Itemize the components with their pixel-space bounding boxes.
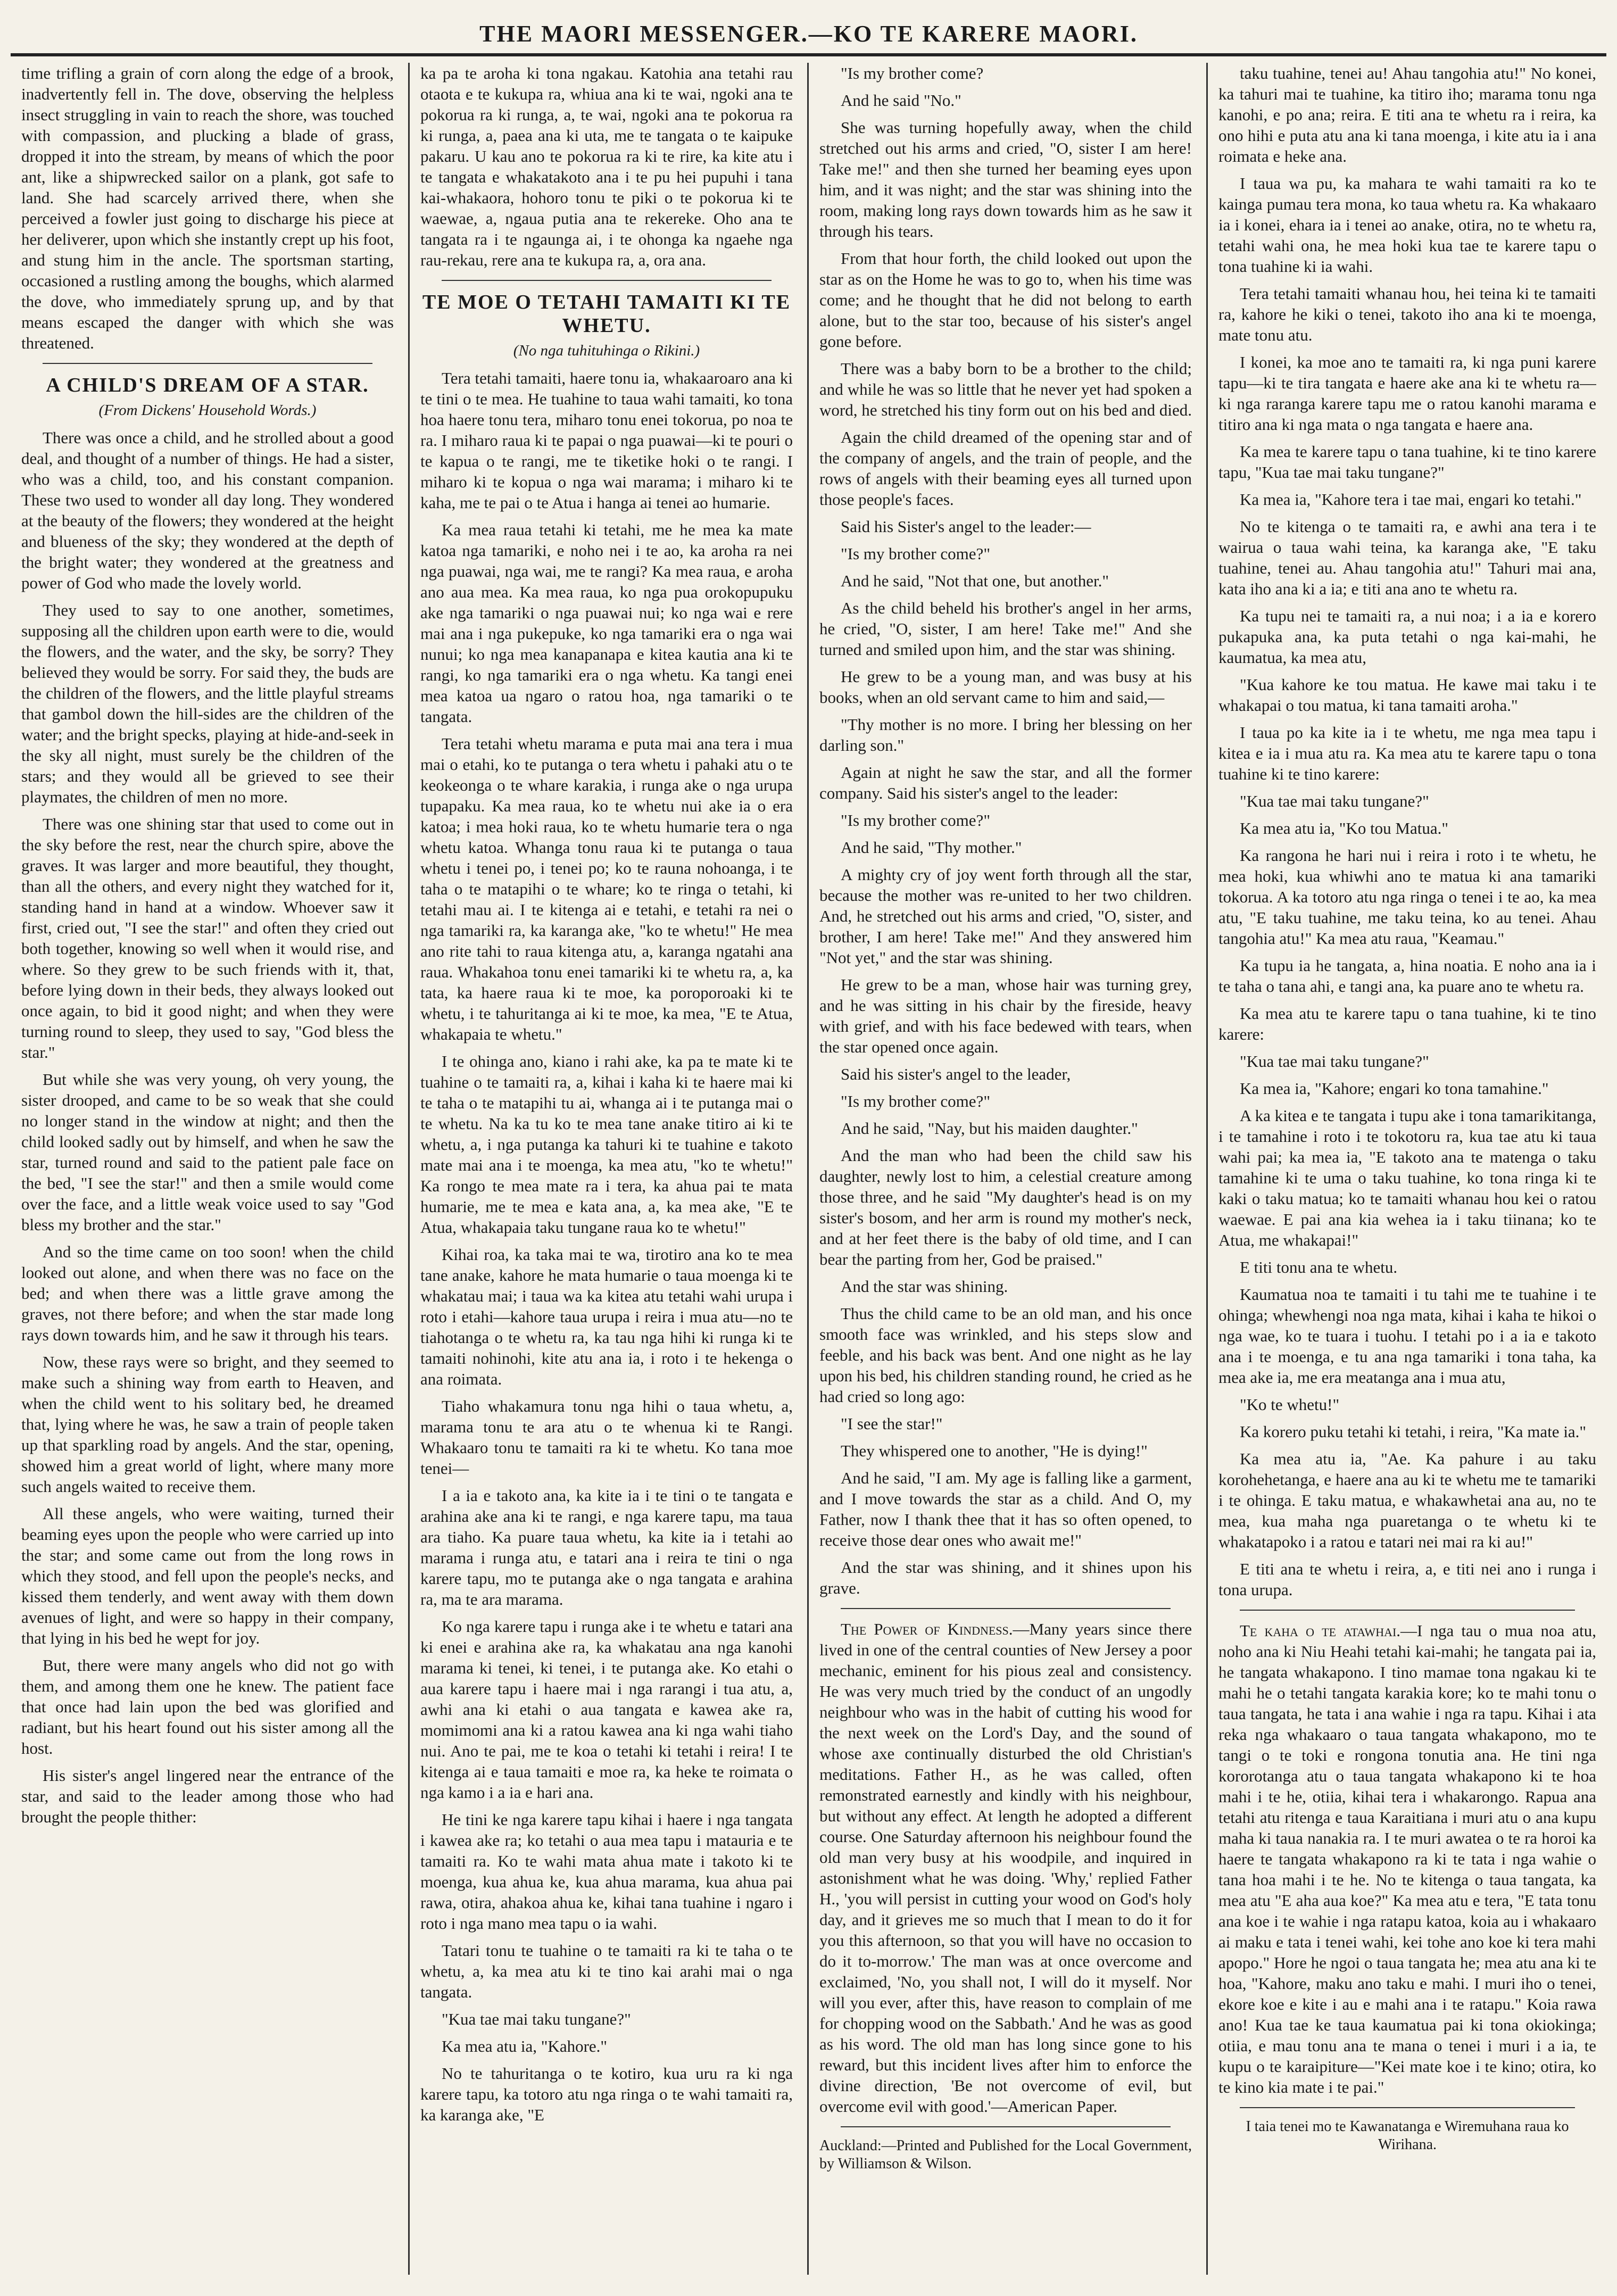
power-of-kindness-article [819, 1619, 1192, 2117]
paragraph: Ka mea ia, "Kahore tera i tae mai, engari ko tetahi." [1240, 490, 1582, 509]
paragraph: Tiaho whakamura tonu nga hihi o taua whetu, a, marama tonu te ara atu o te whenua ki te Rangi. Whakaaro tonu te tamaiti ra ki te whetu. Ko tana moe tenei— [420, 1397, 793, 1478]
paragraph: I te ohinga ano, kiano i rahi ake, ka pa te mate ki te tuahine o te tamaiti ra, a, kihai i kaha ki te haere mai ki te taha o te matapihi tu ai, whanga ai i te putanga mai o te whetu. Na ka tu ko te mea tane anake titiro ai ki te whetu, a, i nga putanga ka tahuri ki te tuahine e takoto mate mai ana i te moenga, ka mea atu, "ko te whetu!" Ka rongo te mea mate ra i tera, ka ahua pai te mata humarie, me te mea e kata ana, a, ka mea ake, "E te Atua, whakapaia taku tungane raua ko te whetu!" [420, 1052, 793, 1237]
section-rule [1240, 1610, 1575, 1611]
paragraph: Ka rangona he hari nui i reira i roto i te whetu, he mea hoki, kua whiwhi ano te matua ki ana tamariki tokorua. A ka totoro atu nga ringa o tenei i te ao, ka mea atu, "E taku tuahine, me taku teina, ko au tenei. Ahau tangohia atu!" Ka mea atu raua, "Keamau." [1218, 846, 1596, 948]
paragraph: He grew to be a man, whose hair was turning grey, and he was sitting in his chair by the fireside, heavy with grief, and with his face bedewed with tears, when the star opened once again. [819, 975, 1192, 1056]
paragraph: And the man who had been the child saw his daughter, newly lost to him, a celestial creature among those three, and he said "My daughter's head is on my sister's bosom, and her arm is round my mother's neck, and at her feet there is the baby of old time, and I can bear the parting from her, God be praised." [819, 1146, 1192, 1269]
paragraph: A mighty cry of joy went forth through all the star, because the mother was re-united to her two children. And, he stretched out his arms and cried, "O, sister, and brother, I am here! Take me!" And they answered him "Not yet," and the star was shining. [819, 865, 1192, 967]
col3-paragraphs [819, 63, 1192, 1598]
kindness-text-maori: —I nga tau o mua noa atu, noho ana ki Niu Heahi tetahi kai-mahi; he tangata pai ia, he tangata whakapono. I tino mamae tona ngakau ki te mahi he o tetahi tangata karakia kore; ko te mahi tonu o taua tangata, he tata i ana wahie i nga ra tapu. Kihai i ata reka nga whakaaro o taua tangata whakapono, mo te tangi o te toki e rongona tonutia ana. He tini nga kororotanga atu o taua tangata whakapono ki te hoa mahi i te he, otiia, kihai tera i whakarongo. Rapua ana tetahi atu ritenga e taua Karaitiana i muri atu o ana kupu maha ki taua nanakia ra. I te muri awatea o te ra horoi ka haere te tangata whakapono ra ki te tata i nga wahie o tana hoa mahi i te he. No te kitenga o taua tangata, ka mea atu "E aha aua koe?" Ka mea atu e tera, "E tata tonu ana koe i te wahie i nga ratapu katoa, koia au i whakaaro ai maku e tata i tenei wahi, kei tohe ano koe ki tera mahi apopo." Hore he ngoi o taua tangata he; mea atu ana ki te hoa, "Kahore, maku ano taku e mahi. I muri iho o tenei, ekore koe e kite i au e mahi ana i te ratapu." Koia rawa ano! Kua tae ke taua kaumatua pai ki tona okiokinga; otiia, e mau tonu ana te mana o tenei i muri i a ia, te kupu o te karaipiture—"Kei mate koe i te kino; otira, ko te kino kia mate i te pai." [1218, 1621, 1596, 2096]
col2-paragraphs [420, 368, 793, 2125]
paragraph: "Ko te whetu!" [1240, 1395, 1340, 1414]
paragraph: There was one shining star that used to come out in the sky before the rest, near the church spire, above the graves. It was larger and more beautiful, they thought, than all the others, and every night they watched for it, standing hand in hand at a window. Whoever saw it first, cried out, "I see the star!" and often they cried out both together, knowing so well when it would rise, and where. So they grew to be such friends with it, that, before lying down in their beds, they always looked out once again, to bid it good night; and when they were turning round to sleep, they used to say, "God bless the star." [21, 815, 394, 1062]
paragraph: Now, these rays were so bright, and they seemed to make such a shining way from earth to Heaven, and when the child went to his solitary bed, he dreamed that, lying where he was, he saw a train of people taken up that sparkling road by angels. And the star, opening, showed him a great world of light, where many more such angels waited to receive them. [21, 1353, 394, 1496]
paragraph: "Is my brother come? [841, 64, 984, 82]
paragraph: I taua wa pu, ka mahara te wahi tamaiti ra ko te kainga pumau tera mona, ko taua whetu ra. Ka whakaaro ia i konei, ehara ia i tenei ao anake, otira, no te whetu ra, tetahi wahi ona, he mea hoki kua tae te karere tapu o tona tuahine ki ia wahi. [1218, 174, 1596, 276]
paragraph: Said his sister's angel to the leader, [841, 1065, 1071, 1083]
paragraph: Ka tupu nei te tamaiti ra, a nui noa; i a ia e korero pukapuka ana, ka puta tetahi o nga kai-mahi, he kaumatua, ka mea atu, [1218, 607, 1596, 667]
paragraph: Ka tupu ia he tangata, a, hina noatia. E noho ana ia i te taha o tana ahi, e tangi ana, ka puare ano te whetu ra. [1218, 956, 1596, 996]
paragraph: Tera tetahi whetu marama e puta mai ana tera i mua mai o etahi, ko te putanga o tera whetu i pahaki atu o te keokeonga o te whare karakia, i runga ake o nga urupa tupapaku. Ka mea raua, ko te whetu nui ake ia o era katoa; i mea hoki raua, ko te whetu humarie tera o nga whetu katoa. Whanga tonu raua ki te putanga o taua whetu i tenei po, i tenei po; ko te rauna nohoanga, i te taha o te matapihi o te whare; ko te ringa o tetahi, ki tetahi mau ai. I te kitenga ai e tetahi, e tetahi ra nei o nga tamariki ra, ka karanga ake, "ko te whetu!" He mea ano rite tahi to raua kitenga atu, a, karanga ngatahi ana raua. Whakahoa tonu enei tamariki ki te whetu ra, a, ka tata, ka haere raua ki te moe, ka poroporoaki ki te whetu, i te tahuritanga ai ki te moe, ka mea, "E te Atua, whakapaia te whetu." [420, 734, 793, 1043]
paragraph: Ka mea atu te karere tapu o tana tuahine, ki te tino karere: [1218, 1004, 1596, 1043]
col4-paragraphs [1218, 63, 1596, 1600]
paragraph: Ka mea atu ia, "Ko tou Matua." [1240, 819, 1449, 838]
col1-intro: time trifling a grain of corn along the edge of a brook, inadvertently fell in. The dove, observing the helpless insect struggling in vain to reach the shore, was touched with compassion, and plucking a blade of grass, dropped it into the stream, by means of which the poor ant, like a shipwrecked sailor on a plank, got safe to land. She had scarcely arrived there, when she perceived a fowler just going to discharge his piece at her deliverer, upon which she instantly crept up his foot, and stung him in the ancle. The sportsman starting, occasioned a rustling among the boughs, which alarmed the dove, who immediately sprung up, and by that means escaped the danger with which she was threatened. [21, 64, 394, 352]
article-title-english: A CHILD'S DREAM OF A STAR. [46, 374, 369, 396]
column-rule [807, 63, 809, 2275]
column-3 [819, 63, 1192, 2285]
paragraph: From that hour forth, the child looked out upon the star as on the Home he was to go to, when his time was come; and he thought that he did not belong to earth alone, but to the star too, because of his sister's angel gone before. [819, 249, 1192, 351]
paragraph: Ka mea atu ia, "Kahore." [442, 2037, 608, 2055]
paragraph: Kaumatua noa te tamaiti i tu tahi me te tuahine i te ohinga; whewhengi noa nga mata, kihai i kaha te hikoi o nga wae, ko te tuara i tuohu. I tetahi po i a ia e takoto ana i te moenga, e tu ana nga tamariki i tona taha, ka mea ake ia, me era meatanga ana i mua atu, [1218, 1285, 1596, 1387]
paragraph: Ko nga karere tapu i runga ake i te whetu e tatari ana ki enei e arahina ake ra, ka whakatau ana nga kanohi marama ki tenei, ki tenei, i te putanga ake. Ko etahi o aua karere tapu i haere mai i nga rarangi i tua atu, a, awhi ana ki etahi o aua tangata e kawea ake ra, momimomi ana ki a ratou kawea ana ki nga wahi tiaho nui. Ano te pai, me te koa o tetahi ki tetahi i reira! I te kitenga ai e taua tamaiti e moe ra, ka heke te roimata o nga kamo i a ia e hari ana. [420, 1617, 793, 1802]
column-rule [1206, 63, 1208, 2275]
col2-intro: ka pa te aroha ki tona ngakau. Katohia ana tetahi rau otaota e te kukupa ra, whiua ana ki te wai, ngoki ana te pokorua ra ki runga, a, te wai, ngoki ana te pokorua ra ki runga, a, paea ana ki uta, me te tangata o te kaipuke pakaru. U kau ano te pokorua ra ki te rire, ka kite atu i te tangata e whakatakoto ana i te pu hei pupuhi i tana kai-whakaora, hohoro tonu te piki o te pokorua ki te waewae, a, ngaua putia ana te rekereke. Oho ana te tangata ra i te ngaunga ai, i te ohonga ka ngaehe nga rau-rekau, rere ana te kukupa ra, a, ora ana. [420, 64, 793, 269]
paragraph: Again at night he saw the star, and all the former company. Said his sister's angel to the leader: [819, 763, 1192, 802]
paragraph: And the star was shining, and it shines upon his grave. [819, 1558, 1192, 1597]
paragraph: He tini ke nga karere tapu kihai i haere i nga tangata i kawea ake ra; ko tetahi o aua mea tapu i matauria e te tamaiti ra. Ko te wahi mata ahua mate i takoto ki te moenga, kua ahua ke, kua ahua marama, kua ahua pai rawa, otira, ahakoa ahua ke, kihai tana tuahine i ngaro i roto i nga mano mea tapu o ia wahi. [420, 1810, 793, 1933]
paragraph: I taua po ka kite ia i te whetu, me nga mea tapu i kitea e ia i mua atu ra. Ka mea atu te karere tapu o tona tuahine ki te tino karere: [1218, 723, 1596, 783]
paragraph: taku tuahine, tenei au! Ahau tangohia atu!" No konei, ka tahuri mai te tuahine, ka titiro iho; marama tonu nga kanohi, e po ana; reira. E titi ana te whetu ra i reira, ka ono hihi e puta atu ana ki tana moenga, i kite atu ia i ana roimata e heke ana. [1218, 64, 1596, 165]
section-rule [1240, 2107, 1575, 2108]
paragraph: They whispered one to another, "He is dying!" [841, 1441, 1148, 1460]
paragraph: E titi ana te whetu i reira, a, e titi nei ano i runga i tona urupa. [1218, 1560, 1596, 1599]
paragraph: And he said "No." [841, 91, 961, 110]
paragraph: A ka kitea e te tangata i tupu ake i tona tamarikitanga, i te tamahine i roto i te tokotoru ra, kua tae atu ki taua wahi pai; ka mea ia, "E takoto ana te matenga o taku tamahine ki te uma o taku tuahine, ko tona ringa ki te kaki o taku matua; ko te tamaiti whanau hou kei o ratou waewae. E pai ana kia wehea ia i taku tiinana; ko te Atua, me whakapai!" [1218, 1106, 1596, 1249]
paragraph: And he said, "Not that one, but another." [841, 571, 1109, 590]
paragraph: Tera tetahi tamaiti, haere tonu ia, whakaaroaro ana ki te tini o te mea. He tuahine to taua wahi tamaiti, ko tona hoa haere tonu tera, miharo tonu enei tokorua, po noa te ra. I miharo raua ki te papai o nga puawai—ki te pouri o te kapua o te rangi, me te tiketike hoki o te rangi. I miharo ki te kopua o nga wai marama; i miharo ki te kaha, me te pai o te Atua i hanga ai tenei ao humarie. [420, 369, 793, 512]
masthead: THE MAORI MESSENGER.—KO TE KARERE MAORI. [479, 21, 1138, 47]
paragraph: I a ia e takoto ana, ka kite ia i te tini o te tangata e arahina ake ana ki te rangi, e nga karere tapu, ma taua ara tiaho. Ka puare taua whetu, ka kite ia i tetahi ao marama i runga atu, e tatari ana i reira te tini o nga karere tapu, mo te putanga ake o nga tangata e arahina ra, ma te ara marama. [420, 1486, 793, 1609]
paragraph: Ka korero puku tetahi ki tetahi, i reira, "Ka mate ia." [1240, 1422, 1587, 1441]
paragraph: They used to say to one another, sometimes, supposing all the children upon earth were to die, would the flowers, and the water, and the sky, be sorry? They believed they would be sorry. For said they, the buds are the children of the flowers, and the little playful streams that gambol down the hill-sides are the children of the water; and the bright specks, playing at hide-and-seek in the sky all night, must surely be the children of the stars; and they would all be grieved to see their playmates, the children of men no more. [21, 601, 394, 806]
paragraph: "Is my brother come?" [841, 811, 990, 830]
paragraph: "Is my brother come?" [841, 1092, 990, 1110]
section-rule [841, 1608, 1171, 1609]
paragraph: "Kua kahore ke tou matua. He kawe mai taku i te whakapai o tou matua, ki tana tamaiti aroha." [1218, 675, 1596, 715]
paragraph: Ka mea te karere tapu o tana tuahine, ki te tino karere tapu, "Kua tae mai taku tungane?" [1218, 442, 1596, 482]
paragraph: Again the child dreamed of the opening star and of the company of angels, and the train of people, and the rows of angels with their beaming eyes all turned upon those people's faces. [819, 428, 1192, 509]
paragraph: "Is my brother come?" [841, 544, 990, 563]
article-title-maori: TE MOE O TETAHI TAMAITI KI TE WHETU. [422, 291, 791, 337]
paragraph: Ka mea raua tetahi ki tetahi, me he mea ka mate katoa nga tamariki, e noho nei i te ao, ka aroha ra nei nga puawai, nga wai, me te rangi? Ka mea raua, e aroha ano aua mea. Ka mea raua, ko nga pua orokopupuku ake nga tamariki o nga puawai nui; ko nga wai e rere mai ana i nga pukepuke, ko nga tamariki era o nga wai nunui; ko nga mea kanapanapa e kitea kautia ana ki te rangi, ko nga tamariki era o nga whetu. Ka tangi enei mea katoa ua ngaro o ratou hoa, nga tamariki o te tangata. [420, 520, 793, 726]
article-source-english: (From Dickens' Household Words.) [98, 402, 317, 419]
imprint: Auckland:—Printed and Published for the Local Government, by Williamson & Wilson. [819, 2137, 1192, 2172]
paragraph: Kihai roa, ka taka mai te wa, tirotiro ana ko te mea tane anake, kahore he mata humarie o taua moenga ki te whakatau mai; i taua wa ka kitea atu tetahi wahi urupa i roto i etahi—kahore taua urupa i reira i mua atu—no te tiahotanga o te whetu ra, ka tau nga hihi ki runga ki te tamaiti nohinohi, kite atu ana ia, i roto i te hekenga o ana roimata. [420, 1245, 793, 1388]
column-2 [420, 63, 793, 2285]
paragraph: But while she was very young, oh very young, the sister drooped, and came to be so weak that she could no longer stand in the window at night; and then the child looked sadly out by himself, and when he saw the star, turned round and said to the patient pale face on the bed, "I see the star!" and then a smile would come over the face, and a little weak voice used to say "God bless my brother and the star." [21, 1070, 394, 1234]
paragraph: As the child beheld his brother's angel in her arms, he cried, "O, sister, I am here! Take me!" And she turned and smiled upon him, and the star was shining. [819, 599, 1192, 659]
paragraph: And he said, "Thy mother." [841, 838, 1022, 857]
kindness-heading-maori: Te kaha o te atawhai. [1240, 1621, 1401, 1640]
article-source-maori: (No nga tuhituhinga o Rikini.) [513, 342, 700, 359]
paragraph: Said his Sister's angel to the leader:— [841, 517, 1091, 536]
paragraph: All these angels, who were waiting, turned their beaming eyes upon the people who were carried up into the star; and some came out from the long rows in which they stood, and fell upon the people's necks, and kissed them tenderly, and went away with them down avenues of light, and were so happy in their company, that lying in his bed he wept for joy. [21, 1504, 394, 1647]
paragraph: Ka mea ia, "Kahore; engari ko tona tamahine." [1240, 1079, 1549, 1098]
paragraph: No te tahuritanga o te kotiro, kua uru ra ki nga karere tapu, ka totoro atu nga ringa o te wahi tamaiti ra, ka karanga ake, "E [420, 2064, 793, 2124]
paragraph: And the star was shining. [841, 1277, 1008, 1296]
paragraph: His sister's angel lingered near the entrance of the star, and said to the leader among those who had brought the people thither: [21, 1766, 394, 1826]
column-rule [408, 63, 410, 2275]
paragraph: There was once a child, and he strolled about a good deal, and thought of a number of things. He had a sister, who was a child, too, and his constant companion. These two used to wonder all day long. They wondered at the beauty of the flowers; they wondered at the height and blueness of the sky; they wondered at the depth of the bright water; they wondered at the greatness and power of God who made the lovely world. [21, 428, 394, 592]
section-rule [43, 363, 372, 364]
paragraph: Thus the child came to be an old man, and his once smooth face was wrinkled, and his steps slow and feeble, and his back was bent. And one night as he lay upon his bed, his children standing round, he cried as he had cried so long ago: [819, 1304, 1192, 1406]
paragraph: "Kua tae mai taku tungane?" [442, 2010, 631, 2028]
paragraph: Ka mea atu ia, "Ae. Ka pahure i au taku korohehetanga, e haere ana au ki te whetu me te tamariki i te ohinga. E taku matua, e whakawhetai ana au, no te mea, kua maha nga puaretanga o te whetu ki te whakatapoko i a ratou e tatari nei mai ra ki au!" [1218, 1449, 1596, 1551]
kindness-article-maori [1218, 1620, 1596, 2098]
power-of-kindness-text: —Many years since there lived in one of the central counties of New Jersey a poor mechanic, eminent for his pious zeal and consistency. He was very much tried by the conduct of an ungodly neighbour who was in the habit of cutting his wood for the next week on the Lord's Day, and the sound of whose axe continually disturbed the old Christian's meditations. Father H., as he was called, often remonstrated earnestly and kindly with his neighbour, but without any effect. At length he adopted a different course. One Saturday afternoon his neighbour found the old man very busy at his woodpile, and inquired in astonishment what he was doing. 'Why,' replied Father H., 'you will persist in cutting your wood on God's holy day, and it grieves me so much that I mean to do it for you this afternoon, so that you will have no occasion to do it to-morrow.' The man was at once overcome and exclaimed, 'No, you shall not, I will do it myself. Nor will you ever, after this, have reason to complain of me for chopping wood on the Sabbath.' And he was as good as his word. The old man has long since gone to his reward, but this incident lives after him to enforce the divine direction, 'Be not overcome of evil, but overcome evil with good.'—American Paper. [819, 1620, 1192, 2116]
paragraph: "Kua tae mai taku tungane?" [1240, 792, 1429, 810]
paragraph: But, there were many angels who did not go with them, and among them one he knew. The patient face that once had lain upon the bed was glorified and radiant, but his heart found out his sister among all the host. [21, 1656, 394, 1758]
paragraph: And he said, "I am. My age is falling like a garment, and I move towards the star as a child. And O, my Father, now I thank thee that it has so often opened, to receive those dear ones who await me!" [819, 1469, 1192, 1549]
power-of-kindness-heading: The Power of Kindness. [841, 1620, 1013, 1638]
section-rule [841, 2126, 1171, 2127]
paragraph: No te kitenga o te tamaiti ra, e awhi ana tera i te wairua o taua wahi teina, ka karanga ake, "E taku tuahine, tenei au. Ahau tangohia atu!" Tahuri mai ana, kata iho ana ki a ia; e titi ana ano te whetu ra. [1218, 517, 1596, 598]
paragraph: Tera tetahi tamaiti whanau hou, hei teina ki te tamaiti ra, kahore he kiki o tenei, takoto iho ana ki te moenga, mate tonu atu. [1218, 284, 1596, 344]
paragraph: "Thy mother is no more. I bring her blessing on her darling son." [819, 715, 1192, 755]
paragraph: And he said, "Nay, but his maiden daughter." [841, 1119, 1138, 1138]
section-rule [442, 280, 772, 281]
col1-paragraphs [21, 427, 394, 1827]
paragraph: "I see the star!" [841, 1414, 943, 1433]
printer-footnote: I taia tenei mo te Kawanatanga e Wiremuhana raua ko Wirihana. [1246, 2118, 1569, 2153]
column-4 [1218, 63, 1596, 2285]
paragraph: She was turning hopefully away, when the child stretched out his arms and cried, "O, sister I am here! Take me!" and then she turned her beaming eyes upon him, and it was night; and the star was shining into the room, making long rays down towards him as he saw it through his tears. [819, 118, 1192, 241]
paragraph: Tatari tonu te tuahine o te tamaiti ra ki te taha o te whetu, a, ka mea atu ki te tino kai arahi mai o nga tangata. [420, 1941, 793, 2001]
paragraph: E titi tonu ana te whetu. [1240, 1258, 1398, 1277]
paragraph: There was a baby born to be a brother to the child; and while he was so little that he never yet had spoken a word, he stretched his tiny form out on his bed and died. [819, 359, 1192, 419]
column-1 [21, 63, 394, 2285]
masthead-rule [11, 53, 1606, 56]
paragraph: He grew to be a young man, and was busy at his books, when an old servant came to him and said,— [819, 667, 1192, 707]
paragraph: I konei, ka moe ano te tamaiti ra, ki nga puni karere tapu—ki te tira tangata e haere ake ana ki te whetu ra—ki nga raranga karere tapu me o ratou kanohi marama e titiro ana ki nga mata o nga tangata e haere ana. [1218, 353, 1596, 434]
paragraph: And so the time came on too soon! when the child looked out alone, and when there was no face on the bed; and when there was a little grave among the graves, not there before; and when the star made long rays down towards him, and he saw it through his tears. [21, 1242, 394, 1344]
paragraph: "Kua tae mai taku tungane?" [1240, 1052, 1429, 1071]
